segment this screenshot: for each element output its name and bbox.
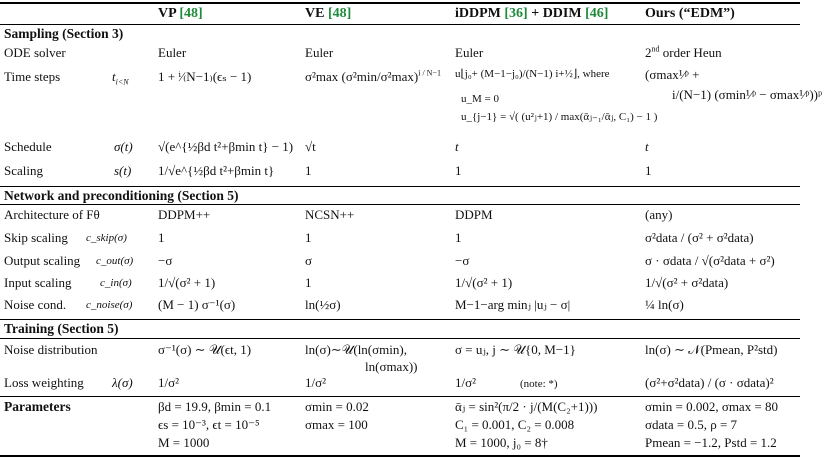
cin-iddpm: 1/√(σ² + 1) — [455, 275, 513, 290]
timesteps-sym-t: t — [112, 69, 116, 84]
params-ve-1: σmin = 0.02 — [305, 399, 369, 414]
col-header-ours — [645, 6, 735, 21]
ode-iddpm: Euler — [455, 45, 484, 60]
col-header-ve — [305, 6, 351, 21]
timesteps-vp: 1 + ⁱ⁄₍N−1₎(ϵₛ − 1) — [158, 69, 252, 84]
noise-ve-1: ln(σ)∼𝒰(ln(σmin), — [305, 342, 407, 357]
schedule-ours: t — [645, 139, 649, 154]
row-label-timesteps: Time steps — [4, 69, 61, 84]
row-label-noise: Noise distribution — [4, 342, 98, 357]
params-vp-1: βd = 19.9, βmin = 0.1 — [158, 399, 272, 414]
arch-iddpm: DDPM — [455, 207, 493, 222]
timesteps-ve — [305, 70, 441, 84]
timesteps-iddpm-3: u_{j−1} = √( (u²ⱼ+1) / max(ᾱⱼ₋₁/ᾱⱼ, C₁) − 1 ) — [461, 111, 658, 123]
row-label-cnoise: Noise cond. — [4, 297, 67, 312]
col-ve-cite[interactable]: [48] — [327, 6, 352, 21]
row-label-loss: Loss weighting — [4, 375, 84, 390]
arch-ours: (any) — [645, 207, 673, 222]
timesteps-ours-1: (σmax¹⁄ᵖ + — [645, 67, 700, 82]
section-parameters: Parameters — [4, 399, 71, 414]
section-sampling: Sampling (Section 3) — [4, 26, 124, 41]
col-ours-name: Ours (“EDM”) — [645, 6, 735, 21]
cout-iddpm: −σ — [455, 253, 470, 268]
section-training: Training (Section 5) — [4, 321, 119, 336]
timesteps-symbol — [112, 69, 129, 87]
section-network: Network and preconditioning (Section 5) — [4, 188, 239, 203]
params-ours-3: Pmean = −1.2, Pstd = 1.2 — [645, 435, 777, 450]
params-ve-2: σmax = 100 — [305, 417, 368, 432]
cout-ve: σ — [305, 253, 313, 268]
timesteps-sym-sub: i<N — [115, 77, 129, 87]
section-rule-training-below — [0, 338, 800, 339]
row-label-schedule: Schedule — [4, 139, 52, 154]
params-ours-2: σdata = 0.5, ρ = 7 — [645, 417, 738, 432]
params-iddpm-2: C₁ = 0.001, C₂ = 0.008 — [455, 417, 575, 432]
cnoise-ve: ln(½σ) — [305, 297, 341, 312]
noise-vp: σ⁻¹(σ) ∼ 𝒰(ϵt, 1) — [158, 342, 252, 357]
timesteps-ve-exp: i / N−1 — [418, 68, 441, 78]
cnoise-vp: (M − 1) σ⁻¹(σ) — [158, 297, 236, 312]
loss-ours: (σ²+σ²data) / (σ · σdata)² — [645, 375, 774, 390]
cout-symbol: c_out(σ) — [96, 255, 134, 267]
col-vp-name: VP — [158, 6, 180, 21]
scaling-ours: 1 — [645, 163, 652, 178]
section-rule-network — [0, 186, 800, 187]
arch-vp: DDPM++ — [158, 207, 211, 222]
row-label-arch: Architecture of Fθ — [4, 207, 100, 222]
cin-vp: 1/√(σ² + 1) — [158, 275, 216, 290]
cout-vp: −σ — [158, 253, 173, 268]
row-label-cout: Output scaling — [4, 253, 81, 268]
params-vp-2: ϵs = 10⁻³, ϵt = 10⁻⁵ — [158, 417, 260, 432]
row-label-cin: Input scaling — [4, 275, 72, 290]
timesteps-iddpm-1: u⌊j₀+ (M−1−j₀)/(N−1) i+½⌋, where — [455, 68, 610, 80]
row-label-cskip: Skip scaling — [4, 230, 68, 245]
cskip-vp: 1 — [158, 230, 165, 245]
cskip-symbol: c_skip(σ) — [86, 232, 127, 244]
cskip-ours: σ²data / (σ² + σ²data) — [645, 230, 754, 245]
scaling-symbol: s(t) — [114, 163, 132, 178]
row-label-scaling: Scaling — [4, 163, 43, 178]
ode-ours-text: order Heun — [659, 45, 722, 60]
loss-iddpm-note: (note: *) — [520, 378, 558, 390]
ode-ve: Euler — [305, 45, 334, 60]
section-rule-parameters — [0, 396, 800, 397]
schedule-ve: √t — [305, 139, 316, 154]
top-rule — [0, 2, 800, 4]
cskip-ve: 1 — [305, 230, 312, 245]
timesteps-ve-main: σ²max (σ²min/σ²max) — [305, 69, 419, 84]
col-header-vp — [158, 6, 203, 21]
cnoise-ours: ¼ ln(σ) — [645, 297, 684, 312]
noise-ours: ln(σ) ∼ 𝒩(Pmean, P²std) — [645, 342, 778, 357]
params-iddpm-3: M = 1000, j₀ = 8† — [455, 435, 548, 450]
loss-ve: 1/σ² — [305, 375, 327, 390]
col-iddpm-name: iDDPM — [455, 6, 505, 21]
col-iddpm-cite2[interactable]: [46] — [585, 6, 609, 21]
cin-ours: 1/√(σ² + σ²data) — [645, 275, 729, 290]
ode-ours-sup: nd — [651, 44, 660, 54]
scaling-vp: 1/√e^{½βd t²+βmin t} — [158, 163, 275, 178]
col-iddpm-cite1[interactable]: [36] — [504, 6, 528, 21]
loss-vp: 1/σ² — [158, 375, 180, 390]
header-rule — [0, 24, 800, 25]
schedule-iddpm: t — [455, 139, 459, 154]
schedule-vp: √(e^{½βd t²+βmin t} − 1) — [158, 139, 294, 154]
params-iddpm-1: ᾱⱼ = sin²(π/2 · j/(M(C₂+1))) — [455, 399, 598, 414]
col-vp-cite[interactable]: [48] — [179, 6, 203, 21]
cnoise-symbol: c_noise(σ) — [86, 299, 133, 311]
arch-ve: NCSN++ — [305, 207, 355, 222]
bottom-rule — [0, 455, 800, 457]
cin-ve: 1 — [305, 275, 312, 290]
col-header-iddpm — [455, 6, 608, 21]
scaling-ve: 1 — [305, 163, 312, 178]
params-vp-3: M = 1000 — [158, 435, 210, 450]
cnoise-iddpm: M−1−arg minⱼ |uⱼ − σ| — [455, 297, 571, 312]
col-ve-name: VE — [305, 6, 328, 21]
params-ours-1: σmin = 0.002, σmax = 80 — [645, 399, 779, 414]
section-rule-network-below — [0, 204, 800, 205]
ode-ours-num: 2 — [645, 45, 652, 60]
noise-iddpm: σ = uⱼ, j ∼ 𝒰{0, M−1} — [455, 342, 576, 357]
row-label-ode: ODE solver — [4, 45, 66, 60]
ode-vp: Euler — [158, 45, 187, 60]
noise-ve-2: ln(σmax)) — [365, 359, 418, 374]
timesteps-ours-2: i/(N−1) (σmin¹⁄ᵖ − σmax¹⁄ᵖ))ᵖ — [672, 87, 822, 102]
scaling-iddpm: 1 — [455, 163, 462, 178]
schedule-symbol: σ(t) — [114, 139, 133, 154]
col-iddpm-mid: + DDIM — [527, 6, 586, 21]
timesteps-iddpm-2: u_M = 0 — [461, 93, 499, 105]
loss-iddpm: 1/σ² — [455, 375, 477, 390]
cout-ours: σ · σdata / √(σ²data + σ²) — [645, 253, 775, 268]
cskip-iddpm: 1 — [455, 230, 462, 245]
section-rule-training — [0, 319, 800, 320]
ode-ours — [645, 46, 722, 60]
loss-symbol: λ(σ) — [112, 375, 133, 390]
cin-symbol: c_in(σ) — [100, 277, 132, 289]
